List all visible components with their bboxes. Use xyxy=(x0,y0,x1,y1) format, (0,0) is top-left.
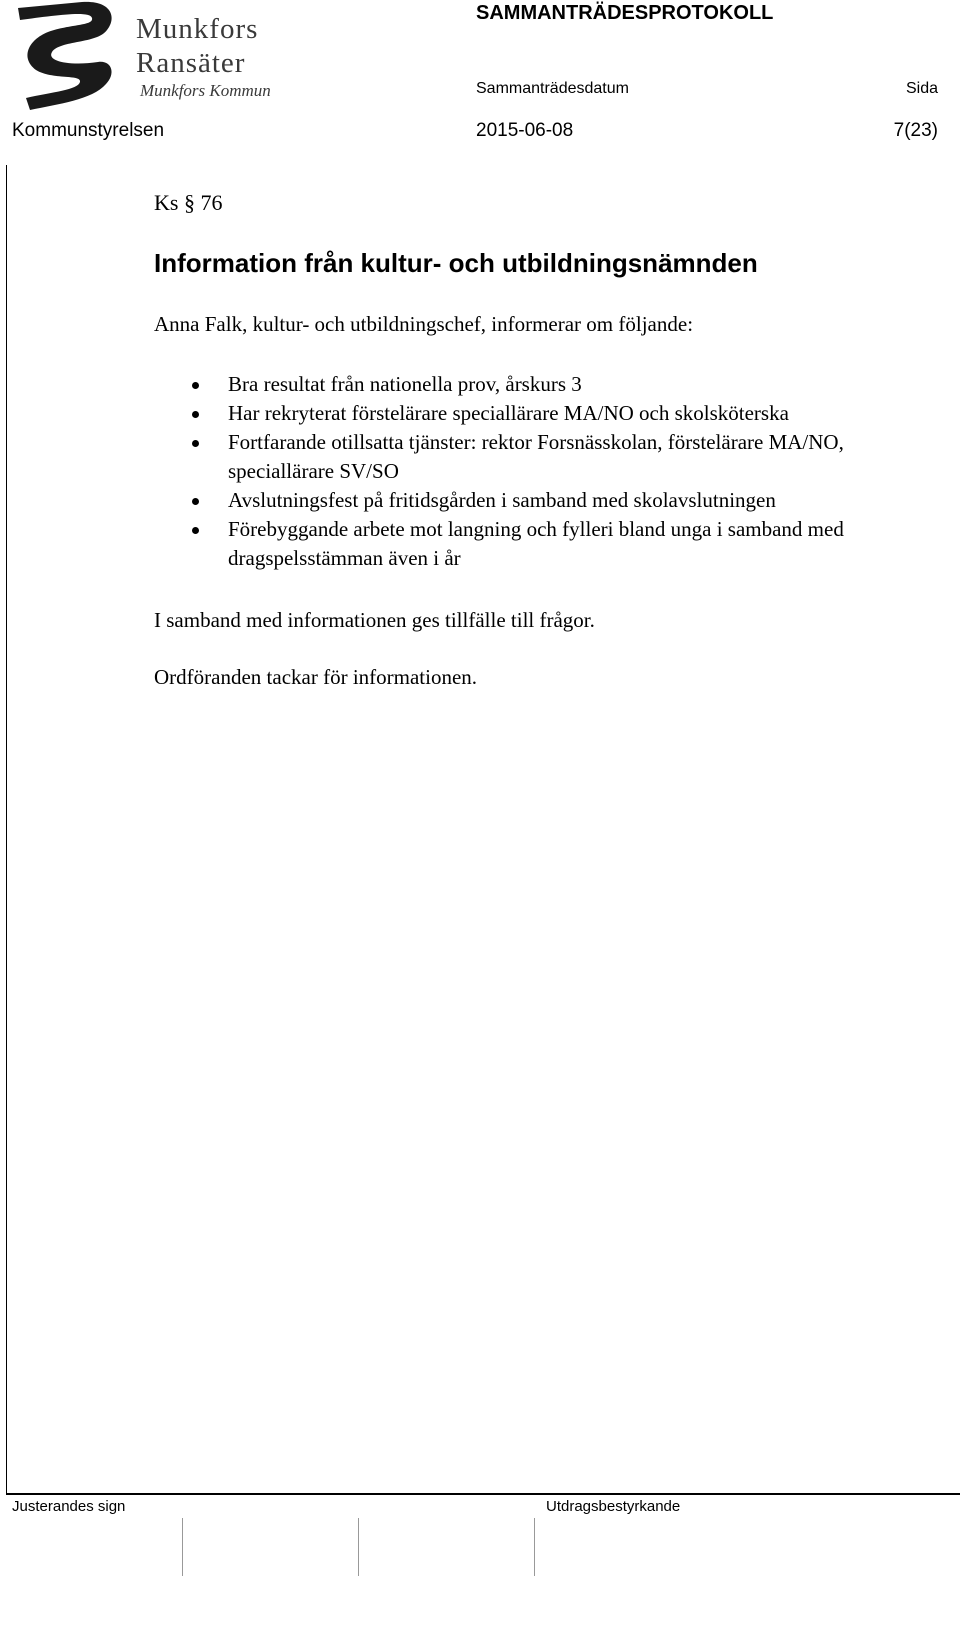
bullet-icon xyxy=(192,411,199,418)
info-bullet-list xyxy=(154,370,914,573)
body-paragraph: I samband med informationen ges tillfälle till frågor. xyxy=(154,608,595,632)
adjuster-signature-label: Justerandes sign xyxy=(12,1498,126,1515)
list-item-text: Har rekryterat förstelärare speciallärare MA/NO och skolsköterska xyxy=(228,401,789,425)
svg-text:Munkfors Kommun: Munkfors Kommun xyxy=(140,81,271,100)
list-item-text: Förebyggande arbete mot langning och fylleri bland unga i samband med dragspelsstämman även i år xyxy=(228,517,844,570)
list-item-text: Fortfarande otillsatta tjänster: rektor Forsnässkolan, förstelärare MA/NO, speciallärare SV/SO xyxy=(228,430,844,483)
section-heading: Information från kultur- och utbildningsnämnden xyxy=(154,248,758,278)
signature-divider xyxy=(358,1518,359,1576)
signature-divider xyxy=(182,1518,183,1576)
logo-emblem-icon xyxy=(12,0,297,112)
bullet-icon xyxy=(192,440,199,447)
list-item xyxy=(154,370,914,399)
page-number: 7(23) xyxy=(893,120,938,141)
bullet-icon xyxy=(192,382,199,389)
list-item xyxy=(154,399,914,428)
signature-divider xyxy=(534,1518,535,1576)
page-label: Sida xyxy=(905,80,938,97)
extract-certification-label: Utdragsbestyrkande xyxy=(546,1498,681,1515)
left-margin-line xyxy=(6,165,7,1495)
list-item xyxy=(154,486,914,515)
paragraph-reference: Ks § 76 xyxy=(154,190,223,215)
document-type: SAMMANTRÄDESPROTOKOLL xyxy=(476,2,774,24)
svg-text:Munkfors: Munkfors xyxy=(136,13,259,45)
svg-text:Ransäter: Ransäter xyxy=(136,47,246,79)
date-label: Sammanträdesdatum xyxy=(476,80,629,97)
list-item xyxy=(154,515,914,573)
intro-text: Anna Falk, kultur- och utbildningschef, informerar om följande: xyxy=(154,312,694,336)
board-name: Kommunstyrelsen xyxy=(12,120,165,141)
bullet-icon xyxy=(192,527,199,534)
municipality-logo xyxy=(12,0,297,112)
list-item xyxy=(154,428,914,486)
body-paragraph: Ordföranden tackar för informationen. xyxy=(154,665,478,689)
list-item-text: Bra resultat från nationella prov, årskurs 3 xyxy=(228,372,582,396)
list-item-text: Avslutningsfest på fritidsgården i samband med skolavslutningen xyxy=(228,488,776,512)
bullet-icon xyxy=(192,498,199,505)
footer-divider xyxy=(6,1493,960,1495)
meeting-date: 2015-06-08 xyxy=(476,120,574,141)
